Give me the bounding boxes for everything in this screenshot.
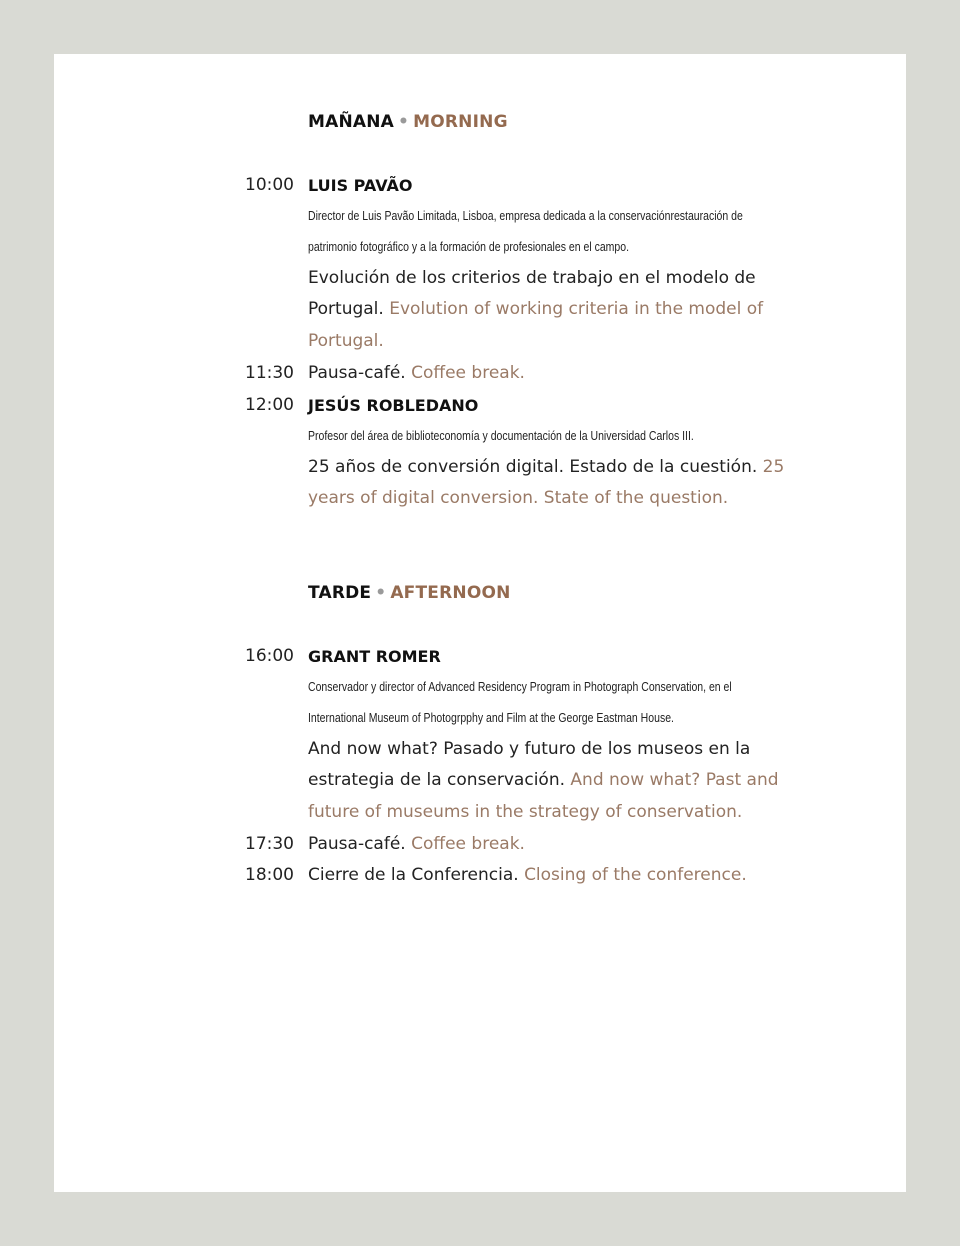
talk-title xyxy=(308,829,808,860)
talk-title-es: Evolución de los criterios de trabajo en el modelo de Portugal. xyxy=(308,268,756,320)
talk-title-es: Pausa-café. xyxy=(308,834,406,854)
talk-title-en: Coffee break. xyxy=(411,834,525,854)
speaker-bio-line: International Museum of Photogrpphy and Film at the George Eastman House. xyxy=(308,711,674,725)
talk-title-es: Pausa-café. xyxy=(308,363,406,383)
talk-title-en: Coffee break. xyxy=(411,363,525,383)
time-label: 10:00 xyxy=(245,175,294,195)
time-label: 18:00 xyxy=(245,865,294,885)
talk-title xyxy=(308,263,808,357)
talk-title-es: And now what? Pasado y futuro de los museos en la estrategia de la conservación. xyxy=(308,739,751,791)
speaker-bio xyxy=(308,201,804,263)
speaker-bio-line: patrimonio fotográfico y a la formación de profesionales en el campo. xyxy=(308,240,630,254)
talk-title-es: Cierre de la Conferencia. xyxy=(308,865,519,885)
afternoon-heading-es: TARDE xyxy=(308,583,372,603)
speaker-name: JESÚS ROBLEDANO xyxy=(308,396,479,415)
morning-heading-en: MORNING xyxy=(413,112,508,132)
program-page xyxy=(54,54,906,1192)
talk-title xyxy=(308,734,808,828)
time-label: 16:00 xyxy=(245,646,294,666)
time-label: 12:00 xyxy=(245,395,294,415)
morning-heading-es: MAÑANA xyxy=(308,112,395,132)
talk-title xyxy=(308,452,808,515)
time-label: 17:30 xyxy=(245,834,294,854)
speaker-bio xyxy=(308,672,804,734)
heading-separator: • xyxy=(398,112,410,132)
speaker-bio xyxy=(308,421,804,452)
talk-title-en: Evolution of working criteria in the model of Portugal. xyxy=(308,299,764,351)
speaker-bio-line: Conservador y director of Advanced Residency Program in Photograph Conservation, en el xyxy=(308,680,732,694)
speaker-name: GRANT ROMER xyxy=(308,647,441,666)
talk-title xyxy=(308,358,808,389)
morning-heading xyxy=(308,112,508,132)
speaker-name: LUIS PAVÃO xyxy=(308,176,413,195)
talk-title-en: Closing of the conference. xyxy=(524,865,747,885)
talk-title xyxy=(308,860,808,891)
speaker-bio-line: Profesor del área de biblioteconomía y documentación de la Universidad Carlos III. xyxy=(308,429,694,443)
heading-separator: • xyxy=(375,583,387,603)
talk-title-en: 25 years of digital conversion. State of the question. xyxy=(308,457,785,509)
time-label: 11:30 xyxy=(245,363,294,383)
afternoon-heading xyxy=(308,583,511,603)
talk-title-en: And now what? Past and future of museums in the strategy of conservation. xyxy=(308,770,779,822)
talk-title-es: 25 años de conversión digital. Estado de la cuestión. xyxy=(308,457,758,477)
afternoon-heading-en: AFTERNOON xyxy=(390,583,511,603)
speaker-bio-line: Director de Luis Pavão Limitada, Lisboa, empresa dedicada a la conservaciónrestauración de xyxy=(308,209,743,223)
